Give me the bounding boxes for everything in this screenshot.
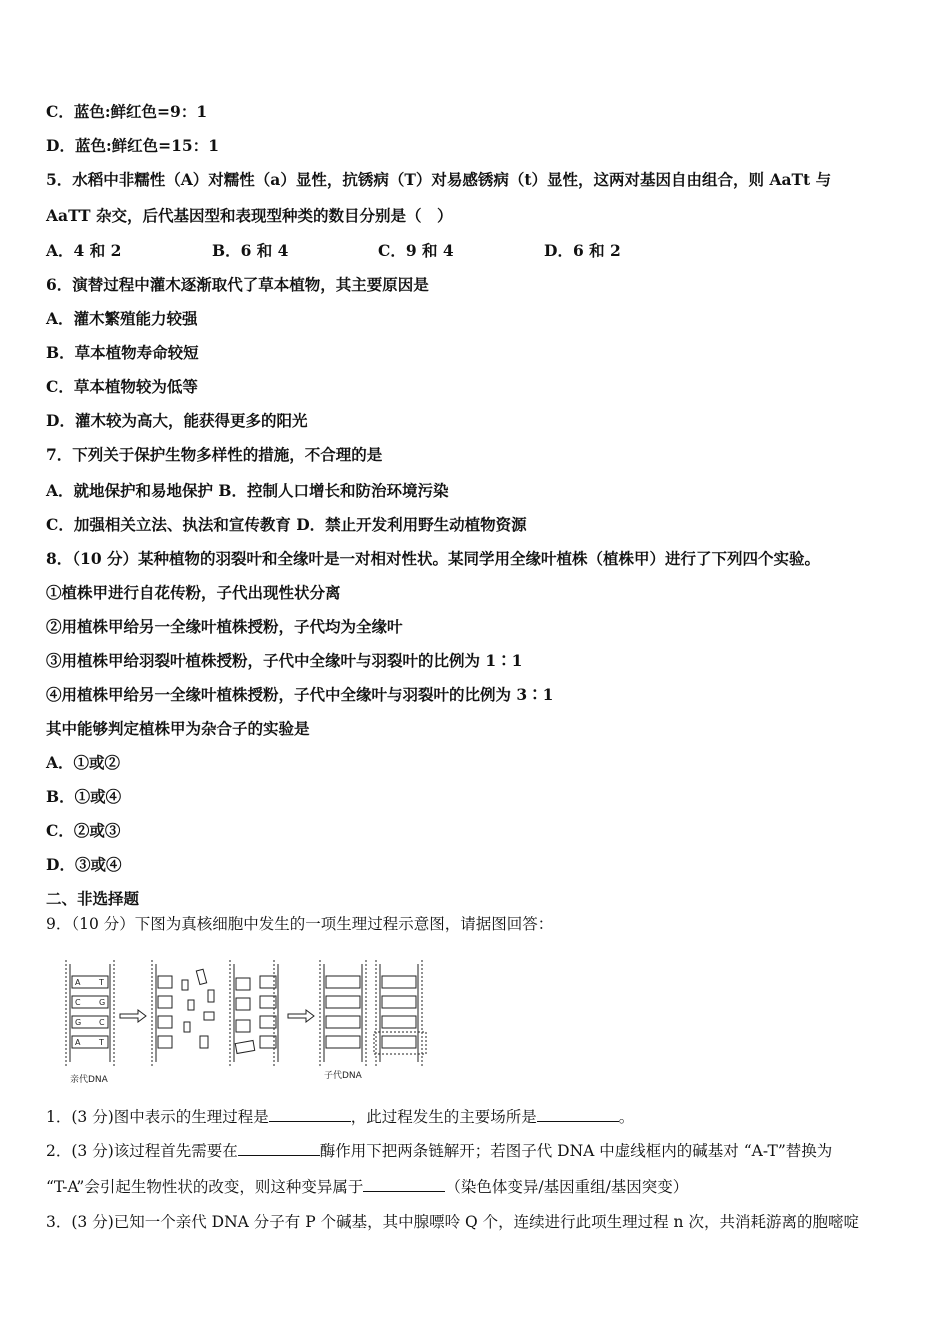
q8-stem: 8．（10 分）某种植物的羽裂叶和全缘叶是一对相对性状。某同学用全缘叶植株（植株甲）进行了下列四个实验。 bbox=[46, 549, 821, 568]
q9-sub2-text-d: （染色体变异/基因重组/基因突变） bbox=[445, 1178, 689, 1196]
q6-option-c: C．草本植物较为低等 bbox=[46, 377, 198, 396]
q8-option-d: D．③或④ bbox=[46, 855, 122, 874]
unwinding-dna-diagram bbox=[152, 960, 214, 1068]
base-label: T bbox=[99, 978, 104, 987]
q4-option-c: C．蓝色:鲜红色=9：1 bbox=[46, 102, 208, 121]
q9-sub1-text-c: 。 bbox=[618, 1108, 635, 1126]
arrow-icon bbox=[120, 1010, 146, 1022]
q9-sub2-text-a: 2．(3 分)该过程首先需要在 bbox=[46, 1142, 238, 1160]
q9-sub2-line1 bbox=[46, 1141, 832, 1161]
q5-option-b: B．6 和 4 bbox=[212, 241, 289, 260]
q5-options bbox=[46, 241, 621, 261]
q9-sub1-text-a: 1．(3 分)图中表示的生理过程是 bbox=[46, 1108, 269, 1126]
answer-blank[interactable] bbox=[537, 1107, 619, 1122]
parent-dna-label: 亲代DNA bbox=[70, 1075, 108, 1085]
q6-option-b: B．草本植物寿命较短 bbox=[46, 343, 199, 362]
section-heading: 二、非选择题 bbox=[46, 889, 140, 908]
q5-option-c: C．9 和 4 bbox=[378, 241, 454, 260]
q9-sub3: 3．(3 分)已知一个亲代 DNA 分子有 P 个碱基，其中腺嘌呤 Q 个，连续进行此项生理过程 n 次，共消耗游离的胞嘧啶 bbox=[46, 1213, 859, 1231]
q9-sub2-text-c: “T-A”会引起生物性状的改变，则这种变异属于 bbox=[46, 1178, 364, 1196]
q8-experiment-2: ②用植株甲给另一全缘叶植株授粉，子代均为全缘叶 bbox=[46, 617, 403, 636]
q9-sub2-text-b: 酶作用下把两条链解开；若图子代 DNA 中虚线框内的碱基对 “A-T”替换为 bbox=[319, 1142, 833, 1160]
q8-option-b: B．①或④ bbox=[46, 787, 122, 806]
base-label: G bbox=[75, 1018, 82, 1027]
q5-option-d: D．6 和 2 bbox=[544, 241, 621, 260]
q9-sub2-line2 bbox=[46, 1177, 688, 1197]
base-label: C bbox=[75, 998, 81, 1007]
q5-stem-line1: 5．水稻中非糯性（A）对糯性（a）显性，抗锈病（T）对易感锈病（t）显性，这两对基因自由组合，则 AaTt 与 bbox=[46, 170, 832, 189]
base-label: A bbox=[75, 1038, 81, 1047]
q5-stem-line2: AaTT 杂交，后代基因型和表现型种类的数目分别是（ ） bbox=[46, 206, 453, 225]
q9-sub1 bbox=[46, 1107, 634, 1127]
answer-blank[interactable] bbox=[238, 1141, 320, 1156]
q7-stem: 7．下列关于保护生物多样性的措施，不合理的是 bbox=[46, 445, 383, 464]
q8-experiment-4: ④用植株甲给另一全缘叶植株授粉，子代中全缘叶与羽裂叶的比例为 3∶1 bbox=[46, 685, 554, 704]
q9-sub1-text-b: ，此过程发生的主要场所是 bbox=[350, 1108, 537, 1126]
q8-experiment-3: ③用植株甲给羽裂叶植株授粉，子代中全缘叶与羽裂叶的比例为 1∶1 bbox=[46, 651, 523, 670]
q6-stem: 6．演替过程中灌木逐渐取代了草本植物，其主要原因是 bbox=[46, 275, 429, 294]
q8-option-c: C．②或③ bbox=[46, 821, 121, 840]
q7-options-row1: A．就地保护和易地保护 B．控制人口增长和防治环境污染 bbox=[46, 481, 449, 500]
q4-option-d: D．蓝色:鲜红色=15：1 bbox=[46, 136, 220, 155]
q7-options-row2: C．加强相关立法、执法和宣传教育 D．禁止开发利用野生动植物资源 bbox=[46, 515, 527, 534]
q8-option-a: A．①或② bbox=[46, 753, 121, 772]
base-label: C bbox=[99, 1018, 105, 1027]
answer-blank[interactable] bbox=[269, 1107, 351, 1122]
q6-option-d: D．灌木较为高大，能获得更多的阳光 bbox=[46, 411, 308, 430]
q9-stem: 9．（10 分）下图为真核细胞中发生的一项生理过程示意图，请据图回答： bbox=[46, 915, 554, 933]
parent-dna-diagram bbox=[66, 960, 114, 1068]
base-label: T bbox=[99, 1038, 104, 1047]
daughter-dna-diagram bbox=[320, 960, 426, 1068]
q8-experiment-1: ①植株甲进行自花传粉，子代出现性状分离 bbox=[46, 583, 341, 602]
child-dna-label: 子代DNA bbox=[324, 1071, 362, 1081]
base-label: A bbox=[75, 978, 81, 987]
q8-question: 其中能够判定植株甲为杂合子的实验是 bbox=[46, 719, 310, 738]
q6-option-a: A．灌木繁殖能力较强 bbox=[46, 309, 198, 328]
q5-option-a: A．4 和 2 bbox=[46, 241, 122, 260]
base-label: G bbox=[99, 998, 106, 1007]
dna-replication-figure bbox=[48, 950, 438, 1090]
arrow-icon bbox=[288, 1010, 314, 1022]
pairing-dna-diagram bbox=[230, 960, 278, 1068]
answer-blank[interactable] bbox=[363, 1177, 445, 1192]
